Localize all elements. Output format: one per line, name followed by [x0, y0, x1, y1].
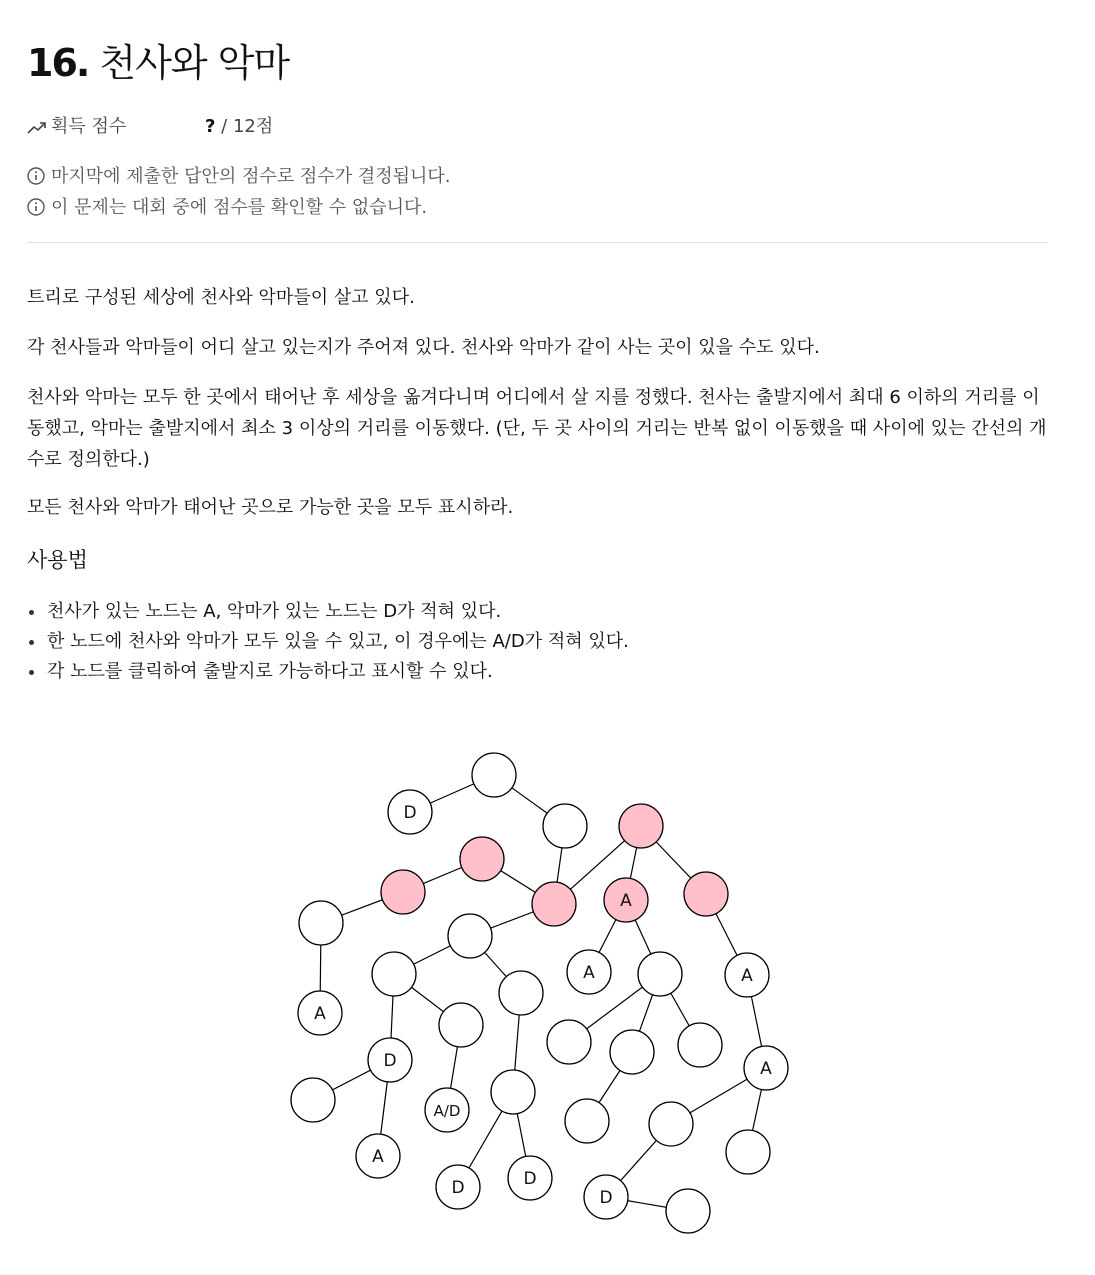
tree-node[interactable]	[491, 1070, 535, 1114]
tree-node[interactable]	[508, 1156, 552, 1200]
description-paragraph: 천사와 악마는 모두 한 곳에서 태어난 후 세상을 옮겨다니며 어디에서 살 지를 정했다. 천사는 출발지에서 최대 6 이하의 거리를 이동했고, 악마는 출발지에서 최소 3 이상의 거리를 이동했다. (단, 두 곳 사이의 거리는 반복 없이 이동했을 때 사이에 있는 간선의 개수로 정의한다.)	[27, 387, 1047, 470]
tree-node[interactable]	[532, 882, 576, 926]
tree-node[interactable]	[725, 953, 769, 997]
tree-node[interactable]	[291, 1078, 335, 1122]
tree-node[interactable]	[298, 991, 342, 1035]
tree-node[interactable]	[436, 1165, 480, 1209]
tree-node-label: D	[451, 1178, 465, 1198]
tree-node[interactable]	[610, 1030, 654, 1074]
tree-node[interactable]	[666, 1189, 710, 1233]
tree-node-circle[interactable]	[610, 1030, 654, 1074]
tree-node[interactable]	[460, 837, 504, 881]
problem-title: 천사와 악마	[99, 41, 290, 85]
tree-node-circle[interactable]	[543, 804, 587, 848]
tree-node-label: D	[383, 1051, 397, 1071]
tree-node-circle[interactable]	[649, 1102, 693, 1146]
tree-node-circle[interactable]	[567, 950, 611, 994]
tree-node-circle[interactable]	[299, 901, 343, 945]
tree-node-circle[interactable]	[356, 1134, 400, 1178]
tree-node-circle[interactable]	[439, 1003, 483, 1047]
tree-node-circle[interactable]	[619, 804, 663, 848]
tree-node[interactable]	[543, 804, 587, 848]
tree-node-circle[interactable]	[448, 914, 492, 958]
tree-node[interactable]	[547, 1020, 591, 1064]
tree-node[interactable]	[567, 950, 611, 994]
tree-node[interactable]	[388, 790, 432, 834]
tree-node[interactable]	[472, 753, 516, 797]
tree-node-label: A	[760, 1059, 772, 1079]
tree-node-circle[interactable]	[684, 872, 728, 916]
notice-text: 이 문제는 대회 중에 점수를 확인할 수 없습니다.	[51, 197, 428, 218]
tree-node-label: A	[583, 963, 595, 983]
tree-node-label: D	[403, 803, 417, 823]
tree-node[interactable]	[649, 1102, 693, 1146]
tree-node-circle[interactable]	[744, 1046, 788, 1090]
tree-node[interactable]	[684, 872, 728, 916]
tree-node-circle[interactable]	[604, 878, 648, 922]
tree-node-label: A	[372, 1147, 384, 1167]
tree-node-circle[interactable]	[547, 1020, 591, 1064]
tree-node-circle[interactable]	[678, 1023, 722, 1067]
tree-node-circle[interactable]	[368, 1038, 412, 1082]
tree-node[interactable]	[565, 1099, 609, 1143]
tree-node-circle[interactable]	[508, 1156, 552, 1200]
tree-node-circle[interactable]	[584, 1175, 628, 1219]
tree-node-circle[interactable]	[638, 952, 682, 996]
usage-heading: 사용법	[27, 548, 88, 572]
tree-node-circle[interactable]	[372, 952, 416, 996]
tree-node[interactable]	[744, 1046, 788, 1090]
tree-node[interactable]	[604, 878, 648, 922]
tree-node[interactable]	[439, 1003, 483, 1047]
tree-node[interactable]	[499, 971, 543, 1015]
tree-node-circle[interactable]	[298, 991, 342, 1035]
tree-node-circle[interactable]	[388, 790, 432, 834]
tree-node[interactable]	[299, 901, 343, 945]
tree-node[interactable]	[372, 952, 416, 996]
list-item: 한 노드에 천사와 악마가 모두 있을 수 있고, 이 경우에는 A/D가 적혀 있다.	[27, 627, 629, 657]
list-item: 각 노드를 클릭하여 출발지로 가능하다고 표시할 수 있다.	[27, 657, 629, 687]
tree-node-circle[interactable]	[726, 1130, 770, 1174]
tree-node-circle[interactable]	[565, 1099, 609, 1143]
tree-node[interactable]	[356, 1134, 400, 1178]
tree-node[interactable]	[584, 1175, 628, 1219]
tree-node-circle[interactable]	[291, 1078, 335, 1122]
tree-node-circle[interactable]	[425, 1088, 469, 1132]
notice-text: 마지막에 제출한 답안의 점수로 점수가 결정됩니다.	[51, 166, 451, 187]
tree-node-label: D	[599, 1188, 613, 1208]
score-max: / 12점	[215, 116, 274, 137]
tree-node[interactable]	[368, 1038, 412, 1082]
tree-node[interactable]	[619, 804, 663, 848]
tree-node-circle[interactable]	[666, 1189, 710, 1233]
tree-node[interactable]	[678, 1023, 722, 1067]
score-label: 획득 점수	[51, 116, 127, 137]
tree-node-circle[interactable]	[725, 953, 769, 997]
tree-node[interactable]	[638, 952, 682, 996]
tree-node-circle[interactable]	[532, 882, 576, 926]
tree-node-circle[interactable]	[491, 1070, 535, 1114]
tree-node-circle[interactable]	[472, 753, 516, 797]
tree-node[interactable]	[381, 870, 425, 914]
tree-node-circle[interactable]	[499, 971, 543, 1015]
tree-node[interactable]	[726, 1130, 770, 1174]
tree-node-label: A/D	[433, 1102, 461, 1120]
description-paragraph: 트리로 구성된 세상에 천사와 악마들이 살고 있다.	[27, 287, 415, 308]
description-paragraph: 모든 천사와 악마가 태어난 곳으로 가능한 곳을 모두 표시하라.	[27, 497, 514, 518]
tree-node-circle[interactable]	[460, 837, 504, 881]
tree-node-label: A	[741, 966, 753, 986]
tree-node-label: D	[523, 1169, 537, 1189]
tree-node-circle[interactable]	[381, 870, 425, 914]
problem-number: 16.	[27, 41, 89, 85]
tree-node-circle[interactable]	[436, 1165, 480, 1209]
tree-node-label: A	[314, 1004, 326, 1024]
description-paragraph: 각 천사들과 악마들이 어디 살고 있는지가 주어져 있다. 천사와 악마가 같이 사는 곳이 있을 수도 있다.	[27, 337, 820, 358]
tree-node[interactable]	[425, 1088, 469, 1132]
tree-node[interactable]	[448, 914, 492, 958]
score-current: ?	[205, 116, 216, 137]
tree-nodes	[291, 753, 788, 1233]
tree-node-label: A	[620, 891, 632, 911]
list-item: 천사가 있는 노드는 A, 악마가 있는 노드는 D가 적혀 있다.	[27, 597, 629, 627]
